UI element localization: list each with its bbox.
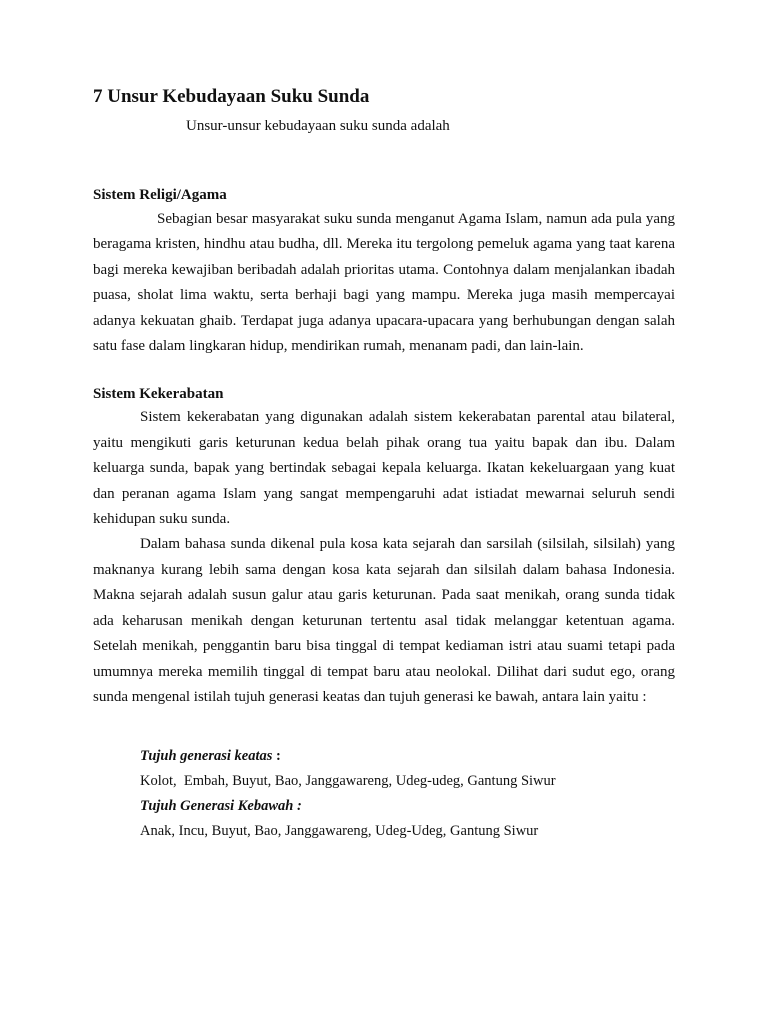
generation-up-heading [140, 744, 675, 769]
paragraph-kekerabatan-2: Dalam bahasa sunda dikenal pula kosa kata sejarah dan sarsilah (silsilah, silsilah) yang maknanya kurang lebih sama dengan kosa kata sejarah dan silsilah dalam bahasa Indonesia. Makna sejarah adalah susun galur atau garis keturunan. Pada saat menikah, orang sunda tidak ada keharusan menikah dengan keturunan tertentu asal tidak melanggar ketentuan agama. Setelah menikah, penggantin baru bisa tinggal di tempat kediaman istri atau suami tetapi pada umumnya mereka memilih tinggal di tempat baru atau neolokal. Dilihat dari sudut ego, orang sunda mengenal istilah tujuh generasi keatas dan tujuh generasi ke bawah, antara lain yaitu : [93, 536, 675, 705]
generations-list [140, 744, 675, 844]
generation-down-heading [140, 794, 675, 819]
section-religi [93, 185, 675, 359]
paragraph-kekerabatan-1: Sistem kekerabatan yang digunakan adalah sistem kekerabatan parental atau bilateral, yaitu mengikuti garis keturunan kedua belah pihak orang tua yaitu bapak dan ibu. Dalam keluarga sunda, bapak yang bertindak sebagai kepala keluarga. Ikatan kekeluargaan yang kuat dan peranan agama Islam yang sangat mempengaruhi adat istiadat mewarnai seluruh sendi kehidupan suku sunda. [93, 409, 675, 528]
generation-down-label: Tujuh Generasi Kebawah : [140, 798, 302, 815]
section-heading-kekerabatan: Sistem Kekerabatan [93, 386, 224, 403]
document-title: 7 Unsur Kebudayaan Suku Sunda [93, 86, 370, 107]
generation-up-colon: : [272, 748, 281, 765]
generation-down-items: Anak, Incu, Buyut, Bao, Janggawareng, Udeg-Udeg, Gantung Siwur [140, 823, 539, 840]
document-subtitle: Unsur-unsur kebudayaan suku sunda adalah [186, 118, 450, 134]
generation-up-items: Kolot, Embah, Buyut, Bao, Janggawareng, Udeg-udeg, Gantung Siwur [140, 773, 556, 790]
document-page [93, 84, 675, 844]
generation-up-label: Tujuh generasi keatas [140, 748, 273, 765]
section-heading-religi: Sistem Religi/Agama [93, 187, 227, 203]
paragraph-religi: Sebagian besar masyarakat suku sunda menganut Agama Islam, namun ada pula yang beragama kristen, hindhu atau budha, dll. Mereka itu tergolong pemeluk agama yang taat karena bagi mereka kewajiban beribadah adalah prioritas utama. Contohnya dalam menjalankan ibadah puasa, sholat lima waktu, serta berhaji bagi yang mampu. Mereka juga masih mempercayai adanya kekuatan ghaib. Terdapat juga adanya upacara-upacara yang berhubungan dengan salah satu fase dalam lingkaran hidup, mendirikan rumah, menanam padi, dan lain-lain. [93, 211, 675, 355]
section-kekerabatan [93, 384, 675, 844]
